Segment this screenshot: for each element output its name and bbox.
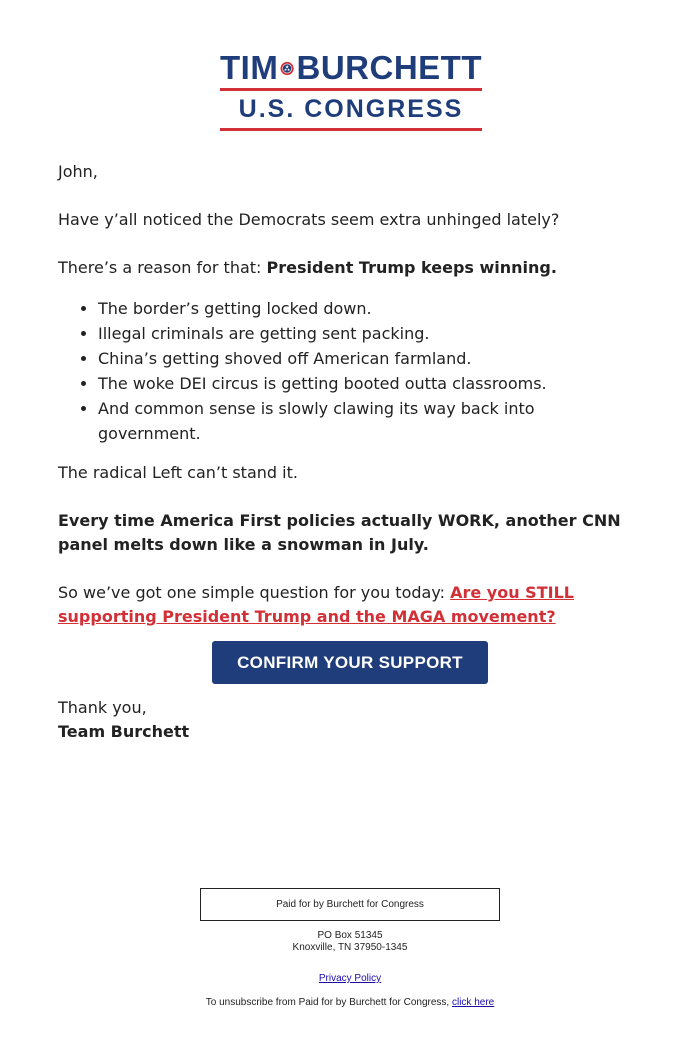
logo-divider-top: [220, 88, 482, 91]
logo-divider-bottom: [220, 128, 482, 131]
greeting: John,: [58, 162, 98, 181]
confirm-support-button[interactable]: CONFIRM YOUR SUPPORT: [212, 641, 488, 684]
list-item: • The border’s getting locked down.: [98, 296, 648, 321]
closing-thanks: Thank you,: [58, 698, 147, 717]
logo-name-first: TIM: [220, 49, 279, 86]
support-question-link[interactable]: Are you STILL supporting President Trump and the MAGA movement?: [58, 583, 574, 626]
paid-for-disclaimer: Paid for by Burchett for Congress: [200, 888, 500, 921]
campaign-logo: [220, 50, 482, 134]
question-lead: So we’ve got one simple question for you today:: [58, 583, 451, 602]
address-line-2: Knoxville, TN 37950-1345: [292, 942, 408, 953]
signature: Team Burchett: [58, 722, 190, 741]
mailing-address: [0, 930, 700, 954]
question-paragraph: [58, 581, 648, 629]
reason-paragraph: [58, 256, 557, 280]
unsubscribe-text: To unsubscribe from Paid for by Burchett for Congress,: [205, 997, 452, 1008]
privacy-section: [0, 973, 700, 985]
radical-left-paragraph: The radical Left can’t stand it.: [58, 463, 298, 482]
tennessee-tristar-icon: [280, 55, 294, 82]
list-item: • Illegal criminals are getting sent packing.: [98, 321, 648, 346]
list-item: • And common sense is slowly clawing its way back into government.: [98, 396, 648, 446]
unsubscribe-link[interactable]: click here: [451, 997, 495, 1008]
privacy-policy-link[interactable]: Privacy Policy: [318, 973, 382, 984]
accomplishments-list: [58, 296, 648, 446]
reason-bold: President Trump keeps winning.: [266, 258, 557, 277]
cnn-paragraph: Every time America First policies actually WORK, another CNN panel melts down like a snowman in July.: [58, 511, 621, 554]
logo-name-last: BURCHETT: [296, 49, 482, 86]
logo-subtitle: U.S. CONGRESS: [238, 95, 464, 123]
reason-lead: There’s a reason for that:: [58, 258, 267, 277]
address-line-1: PO Box 51345: [317, 930, 383, 941]
opening-question: Have y’all noticed the Democrats seem extra unhinged lately?: [58, 210, 560, 229]
list-item: • The woke DEI circus is getting booted outta classrooms.: [98, 371, 648, 396]
logo-name: [220, 50, 482, 86]
unsubscribe-section: [0, 997, 700, 1009]
list-item: • China’s getting shoved off American farmland.: [98, 346, 648, 371]
